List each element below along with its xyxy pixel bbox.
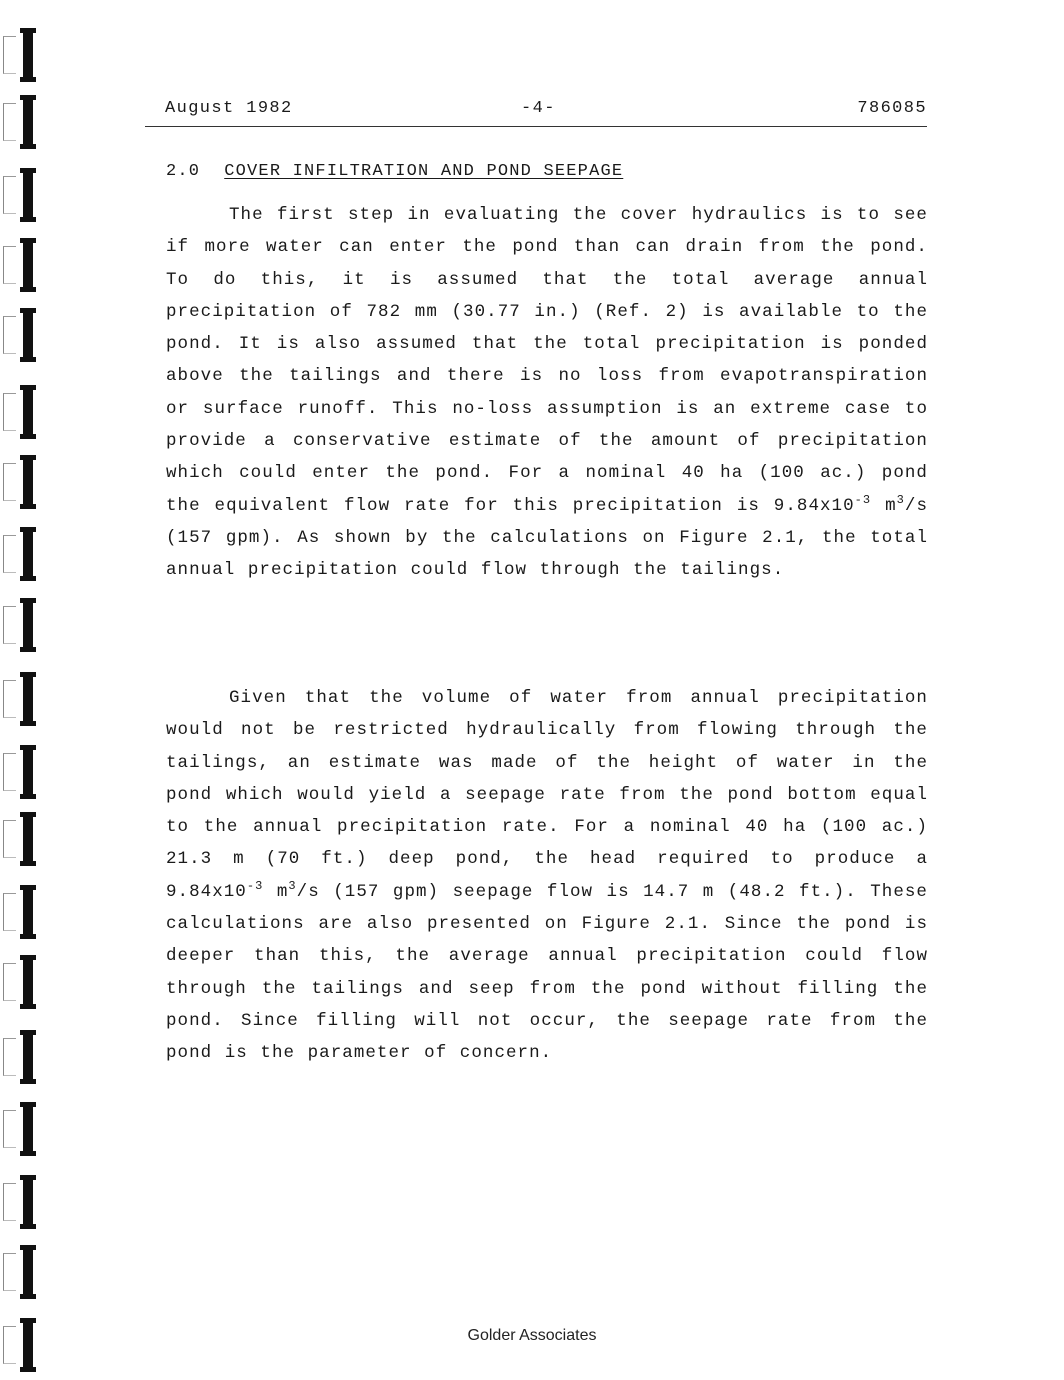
body-paragraph-2 — [166, 682, 928, 1070]
exponent: 3 — [288, 878, 297, 893]
section-number: 2.0 — [166, 162, 201, 181]
paragraph-text: /s (157 gpm). As shown by the calculations on Figure 2.1, the total annual precipitation could flow through the tailings. — [166, 495, 928, 581]
paragraph-text: m — [871, 495, 897, 516]
page-number: -4- — [521, 99, 556, 118]
exponent: 3 — [896, 492, 905, 507]
paragraph-text: /s (157 gpm) seepage flow is 14.7 m (48.2 ft.). These calculations are also presented on Figure 2.1. Since the pond is deeper than this, the average annual precipitation could flow through the tailings and seep from the pond without filling the pond. Since filling will not occur, the seepage rate from the pond is the parameter of concern. — [166, 881, 928, 1064]
page-footer: Golder Associates — [467, 1327, 597, 1344]
document-reference: 786085 — [857, 99, 927, 118]
paragraph-text: m — [263, 881, 289, 902]
header-date: August 1982 — [165, 99, 293, 118]
paragraph-text: The first step in evaluating the cover hydraulics is to see if more water can enter the pond than can drain from the pond. To do this, it is assumed that the total average annual precipitation of 782 mm (30.77 in.) (Ref. 2) is available to the pond. It is also assumed that the total precipitation is ponded above the tailings and there is no loss from evapotranspiration or surface runoff. This no-loss assumption is an extreme case to provide a conservative estimate of the amount of precipitation which could enter the pond. For a nominal 40 ha (100 ac.) pond the equivalent flow rate for this precipitation is 9.84x10 — [166, 205, 928, 516]
paragraph-text: Given that the volume of water from annual precipitation would not be restricted hydraulically from flowing through the tailings, an estimate was made of the height of water in the pond which would yield a seepage rate from the pond bottom equal to the annual precipitation rate. For a nominal 40 ha (100 ac.) 21.3 m (70 ft.) deep pond, the head required to produce a 9.84x10 — [166, 688, 928, 902]
page-header — [145, 96, 927, 127]
section-heading — [166, 162, 623, 181]
binder-tabs — [0, 0, 60, 1380]
body-paragraph-1 — [166, 199, 928, 587]
section-title: COVER INFILTRATION AND POND SEEPAGE — [224, 162, 624, 181]
exponent: -3 — [854, 492, 872, 507]
exponent: -3 — [246, 878, 264, 893]
